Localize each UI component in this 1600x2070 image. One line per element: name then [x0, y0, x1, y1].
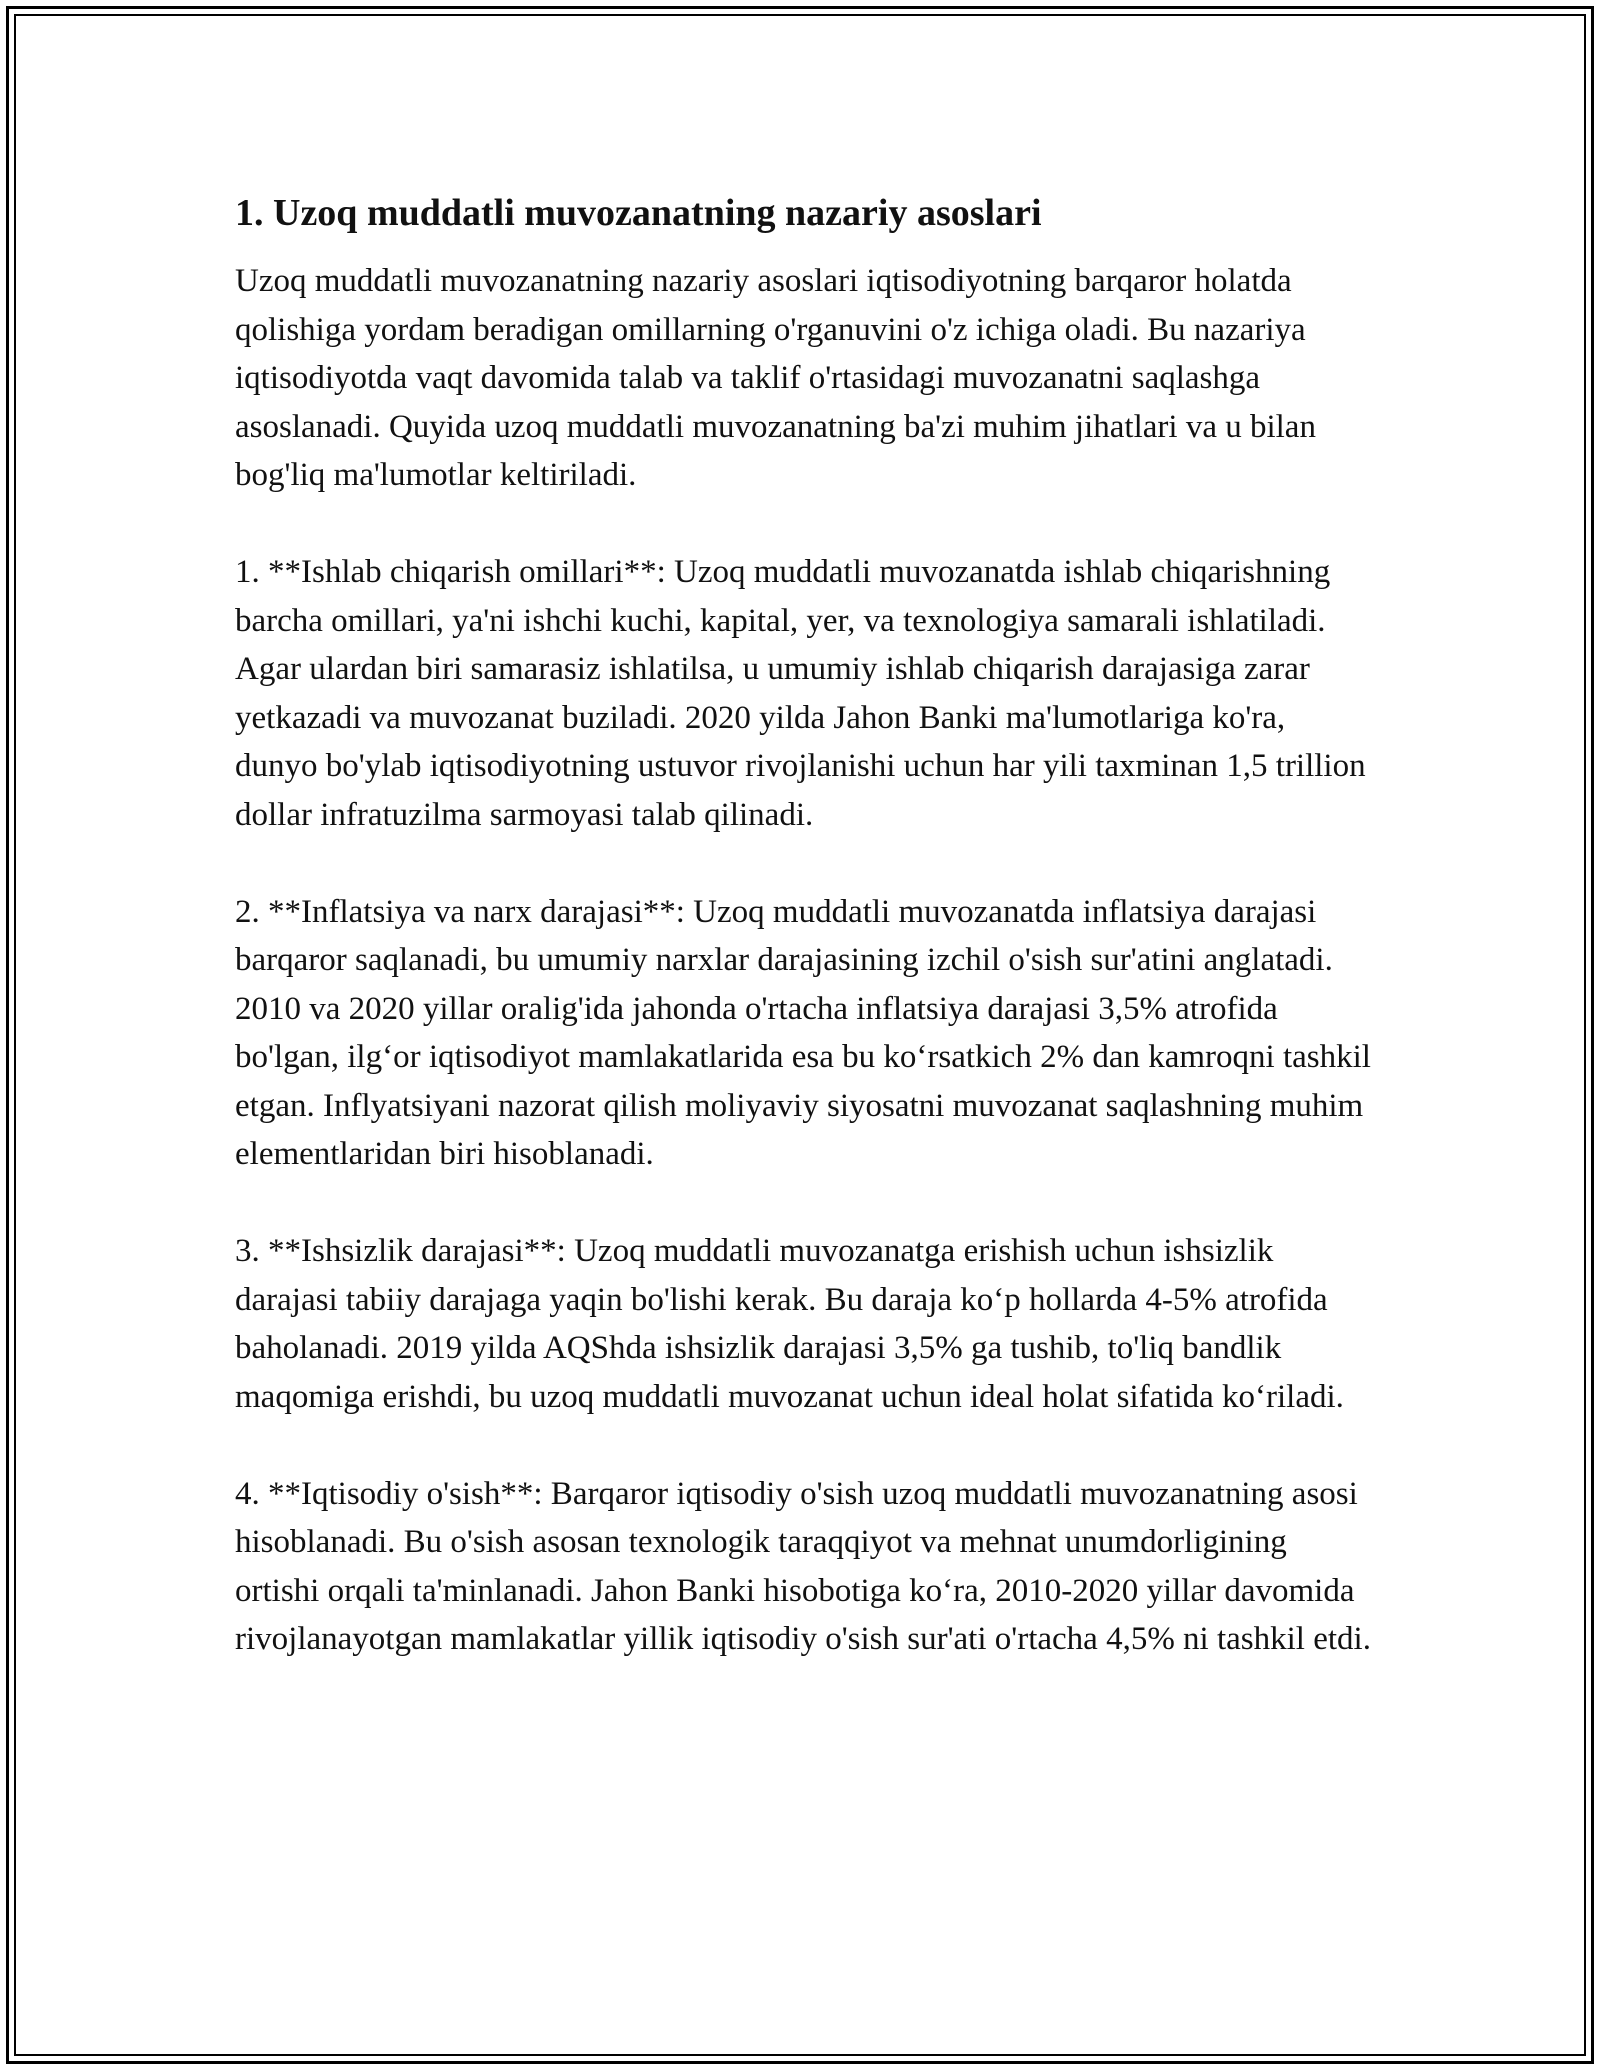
section-4-paragraph: 4. **Iqtisodiy o'sish**: Barqaror iqtisodiy o'sish uzoq muddatli muvozanatning asosi hisoblanadi. Bu o'sish asosan texnologik taraqqiyot va mehnat unumdorligining ortishi orqali ta'minlanadi. Jahon Banki hisobotiga ko‘ra, 2010-2020 yillar davomida rivojlanayotgan mamlakatlar yillik iqtisodiy o'sish sur'ati o'rtacha 4,5% ni tashkil etdi.	[235, 1475, 1371, 1657]
intro-paragraph: Uzoq muddatli muvozanatning nazariy asoslari iqtisodiyotning barqaror holatda qolishiga yordam beradigan omillarning o'rganuvini o'z ichiga oladi. Bu nazariya iqtisodiyotda vaqt davomida talab va taklif o'rtasidagi muvozanatni saqlashga asoslanadi. Quyida uzoq muddatli muvozanatning ba'zi muhim jihatlari va u bilan bog'liq ma'lumotlar keltiriladi.	[235, 263, 1316, 493]
document-title: 1. Uzoq muddatli muvozanatning nazariy asoslari	[235, 192, 1042, 234]
section-1-paragraph: 1. **Ishlab chiqarish omillari**: Uzoq muddatli muvozanatda ishlab chiqarishning barcha omillari, ya'ni ishchi kuchi, kapital, yer, va texnologiya samarali ishlatiladi. Agar ulardan biri samarasiz ishlatilsa, u umumiy ishlab chiqarish darajasiga zarar yetkazadi va muvozanat buziladi. 2020 yilda Jahon Banki ma'lumotlariga ko'ra, dunyo bo'ylab iqtisodiyotning ustuvor rivojlanishi uchun har yili taxminan 1,5 trillion dollar infratuzilma sarmoyasi talab qilinadi.	[235, 554, 1366, 833]
document-body	[235, 185, 1375, 1712]
section-2-paragraph: 2. **Inflatsiya va narx darajasi**: Uzoq muddatli muvozanatda inflatsiya darajasi barqaror saqlanadi, bu umumiy narxlar darajasining izchil o'sish sur'atini anglatadi. 2010 va 2020 yillar oralig'ida jahonda o'rtacha inflatsiya darajasi 3,5% atrofida bo'lgan, ilg‘or iqtisodiyot mamlakatlarida esa bu ko‘rsatkich 2% dan kamroqni tashkil etgan. Inflyatsiyani nazorat qilish moliyaviy siyosatni muvozanat saqlashning muhim elementlaridan biri hisoblanadi.	[235, 893, 1371, 1172]
section-3-paragraph: 3. **Ishsizlik darajasi**: Uzoq muddatli muvozanatga erishish uchun ishsizlik darajasi tabiiy darajaga yaqin bo'lishi kerak. Bu daraja ko‘p hollarda 4-5% atrofida baholanadi. 2019 yilda AQShda ishsizlik darajasi 3,5% ga tushib, to'liq bandlik maqomiga erishdi, bu uzoq muddatli muvozanat uchun ideal holat sifatida ko‘riladi.	[235, 1233, 1344, 1415]
